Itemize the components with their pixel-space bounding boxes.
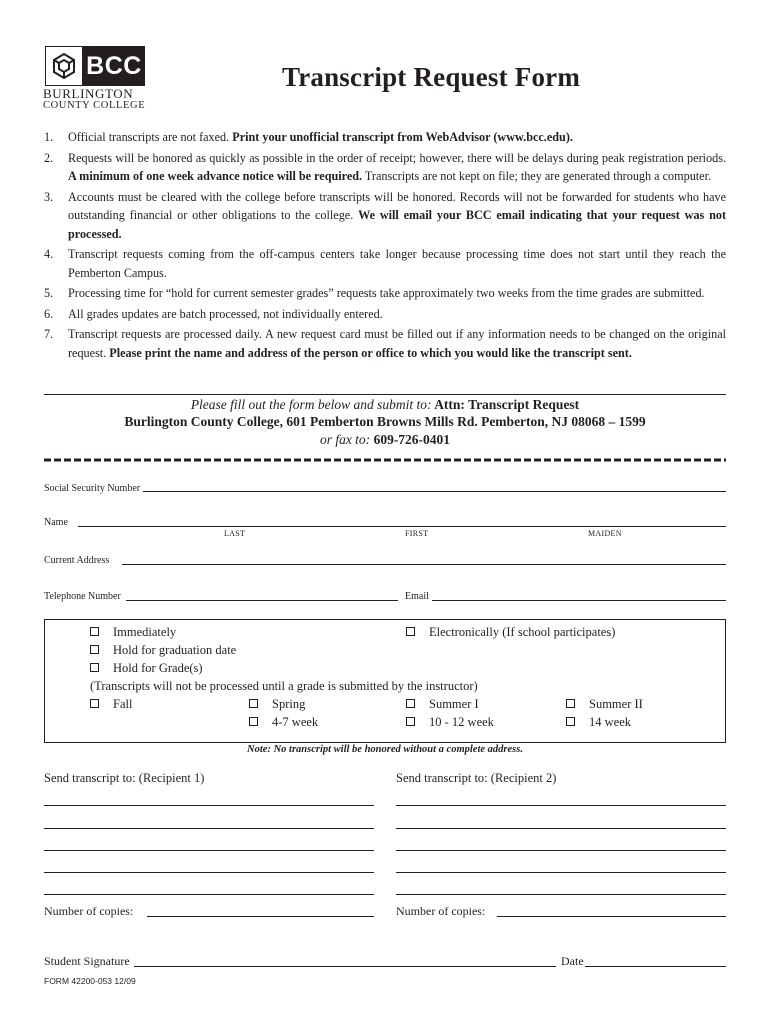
instruction-emphasis: Please print the name and address of the person or office to which you would like the transcript sent. (109, 345, 632, 360)
instruction-number: 7. (44, 327, 54, 341)
recipient-2-line[interactable] (396, 894, 726, 895)
recipient-1-line[interactable] (44, 894, 374, 895)
maiden-name-hint: MAIDEN (588, 529, 622, 538)
copies-2-field[interactable] (497, 916, 726, 917)
recipient-2-label: Send transcript to: (Recipient 2) (396, 771, 557, 785)
recipient-1-line[interactable] (44, 872, 374, 873)
name-label: Name (44, 517, 68, 528)
instructions-list (44, 128, 726, 364)
instruction-number: 6. (44, 306, 54, 321)
instruction-text: Accounts must be cleared with the college before transcripts will be honored. Records will not be forwarded for students who have outstanding financial or other obligations to the college. (68, 189, 726, 222)
instruction-text: Transcript requests are processed daily. A new request card must be filled out if any information needs to be changed on the original request. (68, 327, 726, 360)
email-label: Email (405, 591, 429, 602)
submit-lead: Please fill out the form below and submit to: (190, 397, 432, 412)
instruction-number: 4. (44, 247, 54, 261)
date-label: Date (561, 954, 584, 968)
option-10-12-week[interactable]: 10 - 12 week (406, 714, 494, 730)
option-spring[interactable]: Spring (249, 696, 305, 712)
checkbox-icon[interactable] (406, 699, 415, 708)
checkbox-icon[interactable] (566, 699, 575, 708)
recipient-2-line[interactable] (396, 828, 726, 829)
instruction-number: 5. (44, 286, 54, 300)
option-grades[interactable]: Hold for Grade(s) (90, 660, 203, 676)
instruction-number: 1. (44, 130, 54, 144)
cut-line (44, 452, 726, 462)
recipient-2-line[interactable] (396, 805, 726, 806)
recipient-1-label: Send transcript to: (Recipient 1) (44, 771, 205, 785)
instruction-text: All grades updates are batch processed, not individually entered. (68, 306, 383, 321)
page-title: Transcript Request Form (282, 62, 581, 92)
checkbox-icon[interactable] (90, 699, 99, 708)
signature-field[interactable] (134, 966, 556, 967)
logo-abbr: BCC (83, 46, 145, 86)
instruction-number: 3. (44, 189, 54, 204)
instruction-text: Transcript requests coming from the off-campus centers take longer because processing time does not start until they reach the Pemberton Campus. (68, 247, 726, 280)
instruction-item (44, 305, 726, 324)
submit-address: Burlington County College, 601 Pemberton Browns Mills Rd. Pemberton, NJ 08068 – 1599 (124, 414, 646, 429)
checkbox-icon[interactable] (249, 717, 258, 726)
form-number: FORM 42200-053 12/09 (44, 976, 136, 986)
instruction-item (44, 188, 726, 244)
instruction-text: Official transcripts are not faxed. (68, 130, 233, 144)
instruction-item (44, 245, 726, 282)
checkbox-icon[interactable] (90, 627, 99, 636)
bcc-emblem-icon (45, 46, 83, 86)
checkbox-icon[interactable] (566, 717, 575, 726)
instruction-emphasis: A minimum of one week advance notice will be required. (68, 169, 363, 183)
bcc-logo (45, 46, 145, 86)
instruction-emphasis: Print your unofficial transcript from WebAdvisor (www.bcc.edu). (232, 130, 573, 144)
fax-number: 609-726-0401 (373, 432, 451, 447)
address-label: Current Address (44, 555, 110, 566)
copies-1-label: Number of copies: (44, 904, 134, 918)
college-name-line2: COUNTY COLLEGE (43, 100, 146, 111)
instruction-emphasis: We will email your BCC email indicating that your request was not processed. (68, 208, 727, 241)
date-field[interactable] (585, 966, 726, 967)
fax-line (44, 432, 726, 448)
name-field[interactable] (78, 526, 726, 527)
option-summer-2[interactable]: Summer II (566, 696, 643, 712)
instruction-text: Transcripts are not kept on file; they are generated through a computer. (362, 169, 712, 183)
copies-2-label: Number of copies: (396, 904, 486, 918)
option-summer-1[interactable]: Summer I (406, 696, 479, 712)
recipient-2-line[interactable] (396, 872, 726, 873)
college-name-line1: BURLINGTON (43, 86, 134, 101)
email-field[interactable] (432, 600, 726, 601)
option-immediately[interactable]: Immediately (90, 624, 176, 640)
phone-field[interactable] (126, 600, 398, 601)
instruction-item (44, 284, 726, 303)
submit-attn: Attn: Transcript Request (434, 397, 580, 412)
recipient-1-line[interactable] (44, 805, 374, 806)
copies-1-field[interactable] (147, 916, 374, 917)
submit-to-line (44, 397, 726, 413)
checkbox-icon[interactable] (249, 699, 258, 708)
option-graduation[interactable]: Hold for graduation date (90, 642, 236, 658)
option-4-7-week[interactable]: 4-7 week (249, 714, 318, 730)
signature-label: Student Signature (44, 954, 130, 968)
first-name-hint: FIRST (405, 529, 429, 538)
last-name-hint: LAST (224, 529, 246, 538)
address-note: Note: No transcript will be honored without a complete address. (247, 744, 523, 755)
checkbox-icon[interactable] (406, 717, 415, 726)
recipient-1-line[interactable] (44, 828, 374, 829)
instruction-number: 2. (44, 150, 54, 165)
option-fall[interactable]: Fall (90, 696, 132, 712)
instruction-item (44, 325, 726, 362)
instruction-item (44, 149, 726, 186)
recipient-1-line[interactable] (44, 850, 374, 851)
instruction-text: Processing time for “hold for current semester grades” requests take approximately two weeks from the time grades are submitted. (68, 286, 705, 300)
recipient-2-line[interactable] (396, 850, 726, 851)
ssn-field[interactable] (143, 491, 726, 492)
option-14-week[interactable]: 14 week (566, 714, 631, 730)
instruction-item (44, 128, 726, 147)
checkbox-icon[interactable] (406, 627, 415, 636)
phone-label: Telephone Number (44, 591, 121, 602)
ssn-label: Social Security Number (44, 483, 141, 494)
instruction-text: Requests will be honored as quickly as possible in the order of receipt; however, there will be delays during peak registration periods. (68, 150, 726, 165)
fax-lead: or fax to: (319, 432, 371, 447)
grades-note: (Transcripts will not be processed until a grade is submitted by the instructor) (90, 679, 478, 693)
checkbox-icon[interactable] (90, 645, 99, 654)
divider (44, 394, 726, 395)
address-field[interactable] (122, 564, 726, 565)
checkbox-icon[interactable] (90, 663, 99, 672)
option-electronically[interactable]: Electronically (If school participates) (406, 624, 615, 640)
